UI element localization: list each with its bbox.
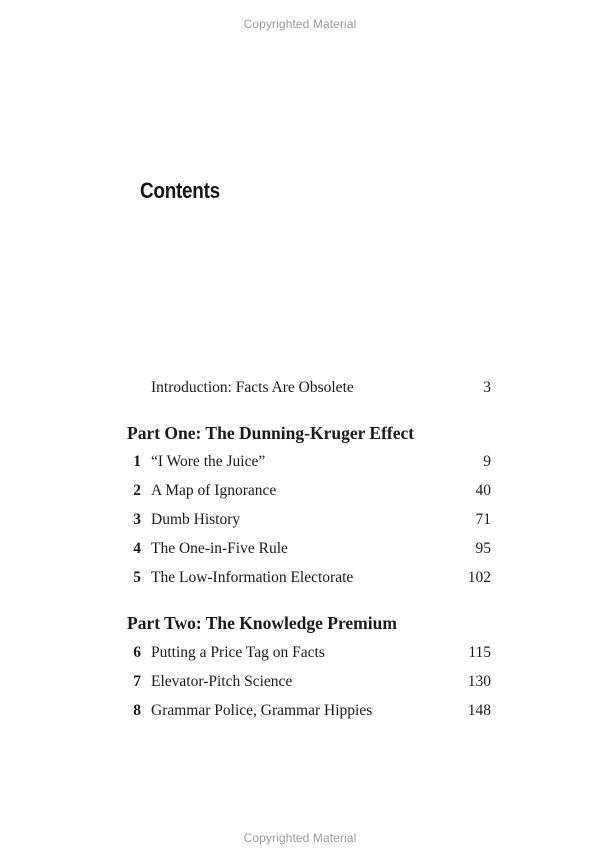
toc-entry-chapter-3 <box>127 509 491 531</box>
copyright-watermark-bottom: Copyrighted Material <box>243 831 357 845</box>
chapter-number: 4 <box>133 540 141 557</box>
toc-entry-page: 3 <box>483 379 491 396</box>
toc-entry-title: Dumb History <box>151 511 241 528</box>
toc-entry-chapter-4 <box>127 538 491 560</box>
toc-entry-page: 102 <box>467 569 491 586</box>
toc-entry-title: Grammar Police, Grammar Hippies <box>151 702 373 719</box>
toc-entry-page: 95 <box>475 540 491 557</box>
chapter-number: 5 <box>133 569 141 586</box>
toc-entry-title: Elevator-Pitch Science <box>151 673 293 690</box>
chapter-number: 2 <box>133 482 141 499</box>
contents-heading: Contents <box>140 178 220 203</box>
toc-entry-chapter-2 <box>127 480 491 502</box>
toc-entry-chapter-8 <box>127 700 491 722</box>
toc-entry-page: 40 <box>475 482 491 499</box>
toc-entry-title: The One-in-Five Rule <box>151 540 288 557</box>
toc-entry-title: Introduction: Facts Are Obsolete <box>151 379 354 396</box>
chapter-number: 8 <box>133 702 141 719</box>
toc-entry-page: 9 <box>483 453 491 470</box>
toc-entry-chapter-1 <box>127 451 491 473</box>
toc-entry-chapter-7 <box>127 671 491 693</box>
chapter-number: 7 <box>133 673 141 690</box>
toc-entry-chapter-5 <box>127 567 491 589</box>
toc-entry-title: A Map of Ignorance <box>151 482 277 499</box>
toc-entry-page: 115 <box>468 644 491 661</box>
chapter-number: 1 <box>133 453 141 470</box>
copyright-watermark-top: Copyrighted Material <box>243 17 357 31</box>
toc-entry-title: Putting a Price Tag on Facts <box>151 644 325 661</box>
part-one-heading: Part One: The Dunning-Kruger Effect <box>127 423 415 443</box>
toc-entry-page: 130 <box>467 673 491 690</box>
toc-entry-title: “I Wore the Juice” <box>151 453 266 470</box>
toc-entry-page: 148 <box>467 702 491 719</box>
chapter-number: 3 <box>133 511 141 528</box>
toc-entry-page: 71 <box>475 511 491 528</box>
toc-entry-title: The Low-Information Electorate <box>151 569 354 586</box>
part-two-heading: Part Two: The Knowledge Premium <box>127 613 397 633</box>
toc-entry-introduction <box>127 377 491 399</box>
toc-entry-chapter-6 <box>127 642 491 664</box>
chapter-number: 6 <box>133 644 141 661</box>
